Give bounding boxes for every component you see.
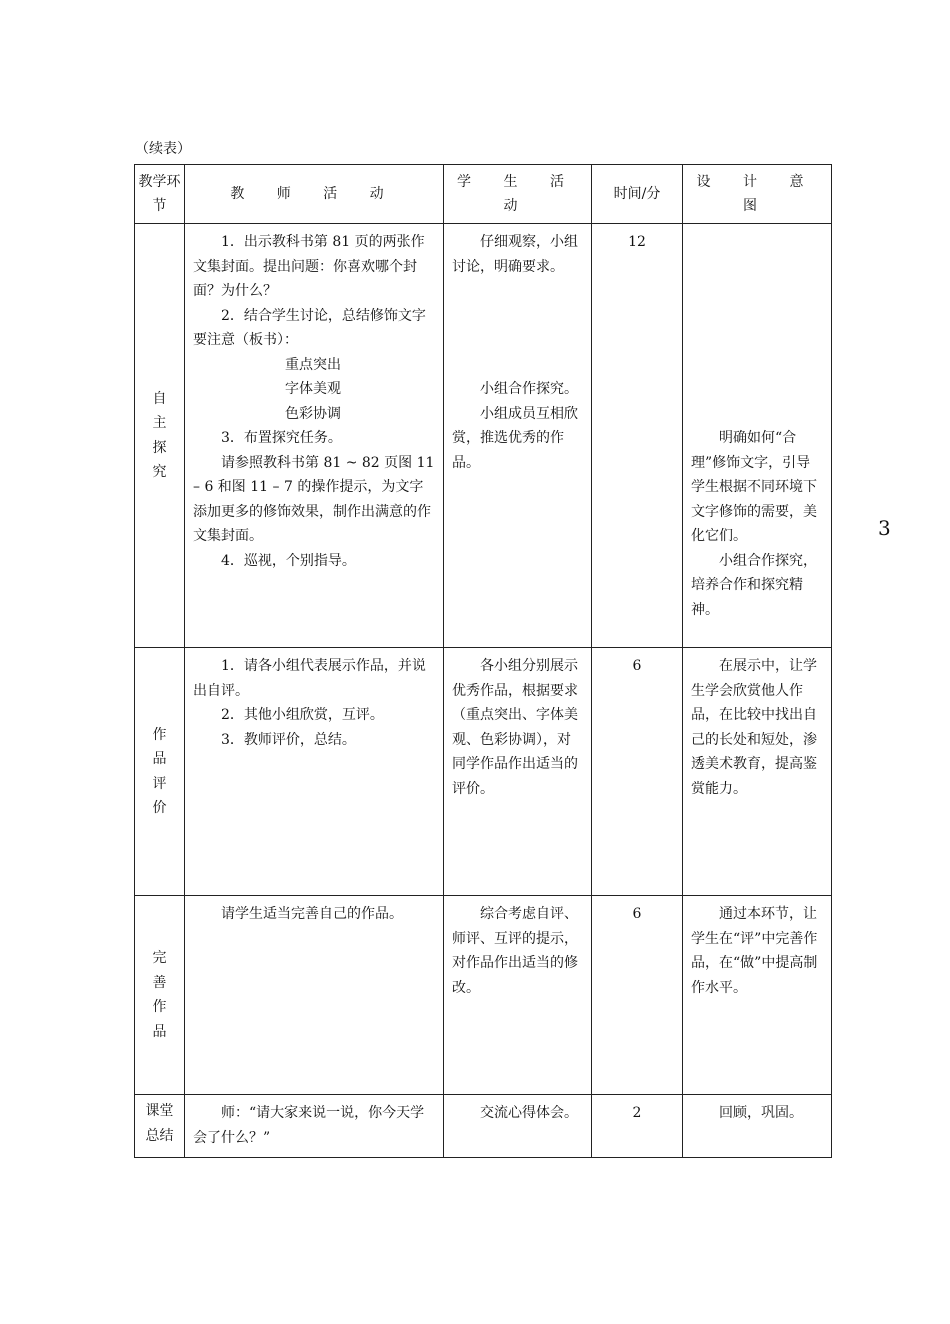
student-activity-cell: 综合考虑自评、师评、互评的提示，对作品作出适当的修改。 bbox=[444, 896, 592, 1095]
table-caption: （续表） bbox=[135, 141, 191, 157]
header-student-activity: 学 生 活 动 bbox=[444, 165, 592, 224]
table-row bbox=[135, 1095, 832, 1158]
time-cell: 6 bbox=[592, 896, 683, 1095]
header-stage: 教学环节 bbox=[135, 165, 185, 224]
time-cell: 2 bbox=[592, 1095, 683, 1158]
header-design-intent: 设 计 意 图 bbox=[683, 165, 832, 224]
teacher-activity-cell: 请学生适当完善自己的作品。 bbox=[185, 896, 444, 1095]
stage-cell: 完善作品 bbox=[135, 896, 185, 1095]
page-number: 3 bbox=[878, 516, 891, 540]
design-intent-cell: 回顾，巩固。 bbox=[683, 1095, 832, 1158]
table-row bbox=[135, 648, 832, 896]
student-activity-cell: 交流心得体会。 bbox=[444, 1095, 592, 1158]
stage-cell: 作品评价 bbox=[135, 648, 185, 896]
design-intent-cell: 在展示中，让学生学会欣赏他人作品，在比较中找出自己的长处和短处，渗透美术教育，提高鉴赏能力。 bbox=[683, 648, 832, 896]
lesson-plan-table bbox=[134, 164, 832, 1158]
teacher-activity-cell: 1．请各小组代表展示作品，并说出自评。 2．其他小组欣赏，互评。 3．教师评价，总结。 bbox=[185, 648, 444, 896]
design-intent-cell: 通过本环节，让学生在“评”中完善作品，在“做”中提高制作水平。 bbox=[683, 896, 832, 1095]
student-activity-cell: 仔细观察，小组讨论，明确要求。 小组合作探究。 小组成员互相欣赏，推选优秀的作品。 bbox=[444, 224, 592, 648]
table-header-row bbox=[135, 165, 832, 224]
stage-cell: 课堂总结 bbox=[135, 1095, 185, 1158]
table-row bbox=[135, 224, 832, 648]
design-intent-cell: 明确如何“合理”修饰文字，引导学生根据不同环境下文字修饰的需要，美化它们。 小组合作探究，培养合作和探究精神。 bbox=[683, 224, 832, 648]
time-cell: 12 bbox=[592, 224, 683, 648]
header-time: 时间/分 bbox=[592, 165, 683, 224]
time-cell: 6 bbox=[592, 648, 683, 896]
header-teacher-activity: 教 师 活 动 bbox=[185, 165, 444, 224]
student-activity-cell: 各小组分别展示优秀作品，根据要求（重点突出、字体美观、色彩协调），对同学作品作出适当的评价。 bbox=[444, 648, 592, 896]
teacher-activity-cell: 师：“请大家来说一说，你今天学会了什么？” bbox=[185, 1095, 444, 1158]
teacher-activity-cell: 1．出示教科书第 81 页的两张作文集封面。提出问题：你喜欢哪个封面？为什么？ 2．结合学生讨论，总结修饰文字要注意（板书）： 重点突出 字体美观 色彩协调 3．布置探究任务。 请参照教科书第 81 ~ 82 页图 11 – 6 和图 11 – 7 的操作提示，为文字添加更多的修饰效果，制作出满意的作文集封面。 4．巡视，个别指导。 bbox=[185, 224, 444, 648]
table-row bbox=[135, 896, 832, 1095]
stage-cell: 自主探究 bbox=[135, 224, 185, 648]
